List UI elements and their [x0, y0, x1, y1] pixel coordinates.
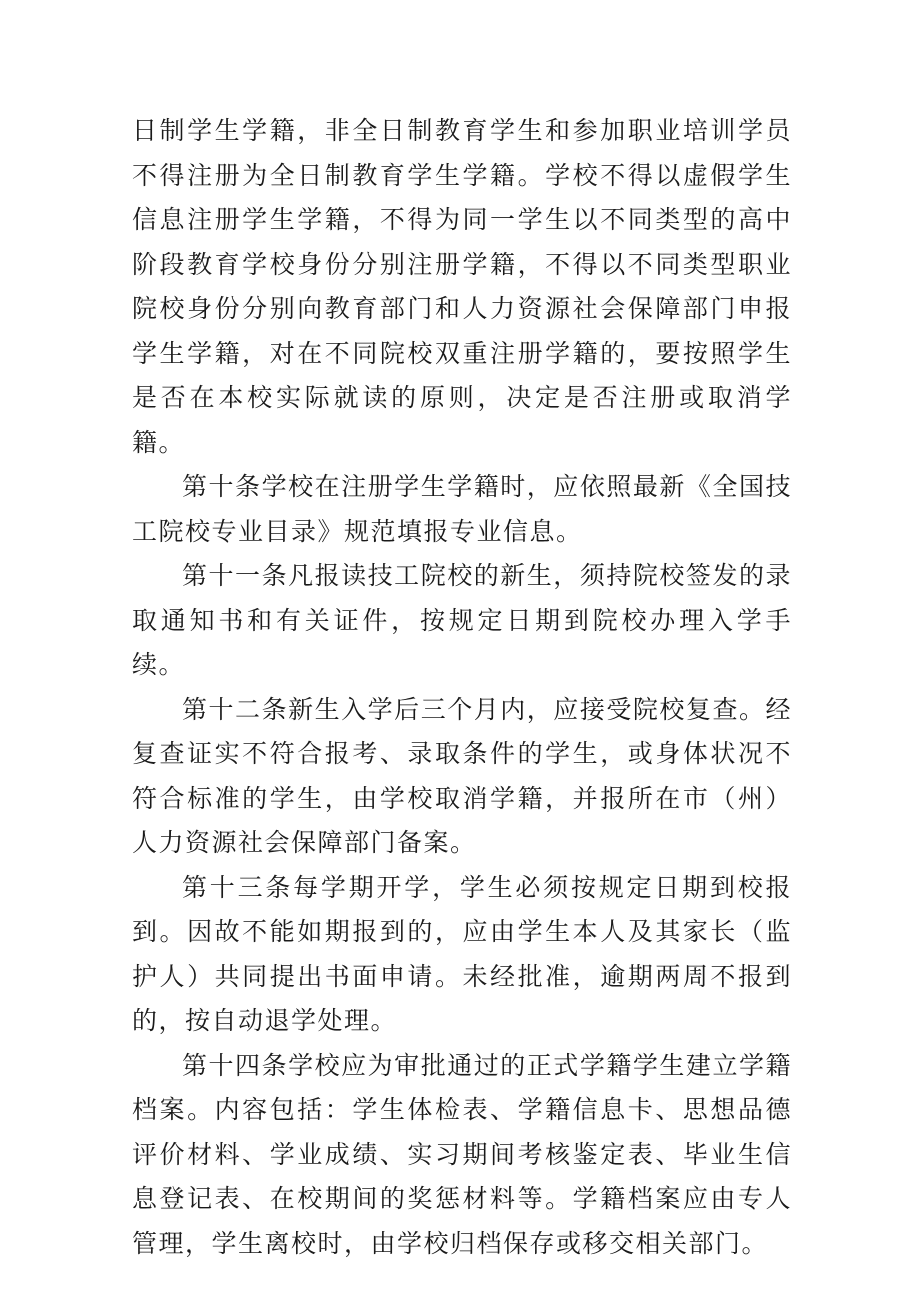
paragraph-continued-registration: 日制学生学籍，非全日制教育学生和参加职业培训学员不得注册为全日制教育学生学籍。学校不得以虚假学生信息注册学生学籍，不得为同一学生以不同类型的高中阶段教育学校身份分别注册学籍，不得以不同类型职业院校身份分别向教育部门和人力资源社会保障部门申报学生学籍，对在不同院校双重注册学籍的，要按照学生是否在本校实际就读的原则，决定是否注册或取消学籍。 [132, 116, 792, 457]
paragraph-article-12: 第十二条新生入学后三个月内，应接受院校复查。经复查证实不符合报考、录取条件的学生，或身体状况不符合标准的学生，由学校取消学籍，并报所在市（州）人力资源社会保障部门备案。 [132, 694, 792, 857]
paragraph-article-13: 第十三条每学期开学，学生必须按规定日期到校报到。因故不能如期报到的，应由学生本人及其家长（监护人）共同提出书面申请。未经批准，逾期两周不报到的，按自动退学处理。 [132, 872, 792, 1035]
paragraph-article-10: 第十条学校在注册学生学籍时，应依照最新《全国技工院校专业目录》规范填报专业信息。 [132, 472, 792, 546]
paragraph-article-14: 第十四条学校应为审批通过的正式学籍学生建立学籍档案。内容包括：学生体检表、学籍信息卡、思想品德评价材料、学业成绩、实习期间考核鉴定表、毕业生信息登记表、在校期间的奖惩材料等。学籍档案应由专人管理，学生离校时，由学校归档保存或移交相关部门。 [132, 1050, 792, 1258]
paragraph-article-11: 第十一条凡报读技工院校的新生，须持院校签发的录取通知书和有关证件，按规定日期到院校办理入学手续。 [132, 561, 792, 679]
document-body [132, 109, 792, 1266]
